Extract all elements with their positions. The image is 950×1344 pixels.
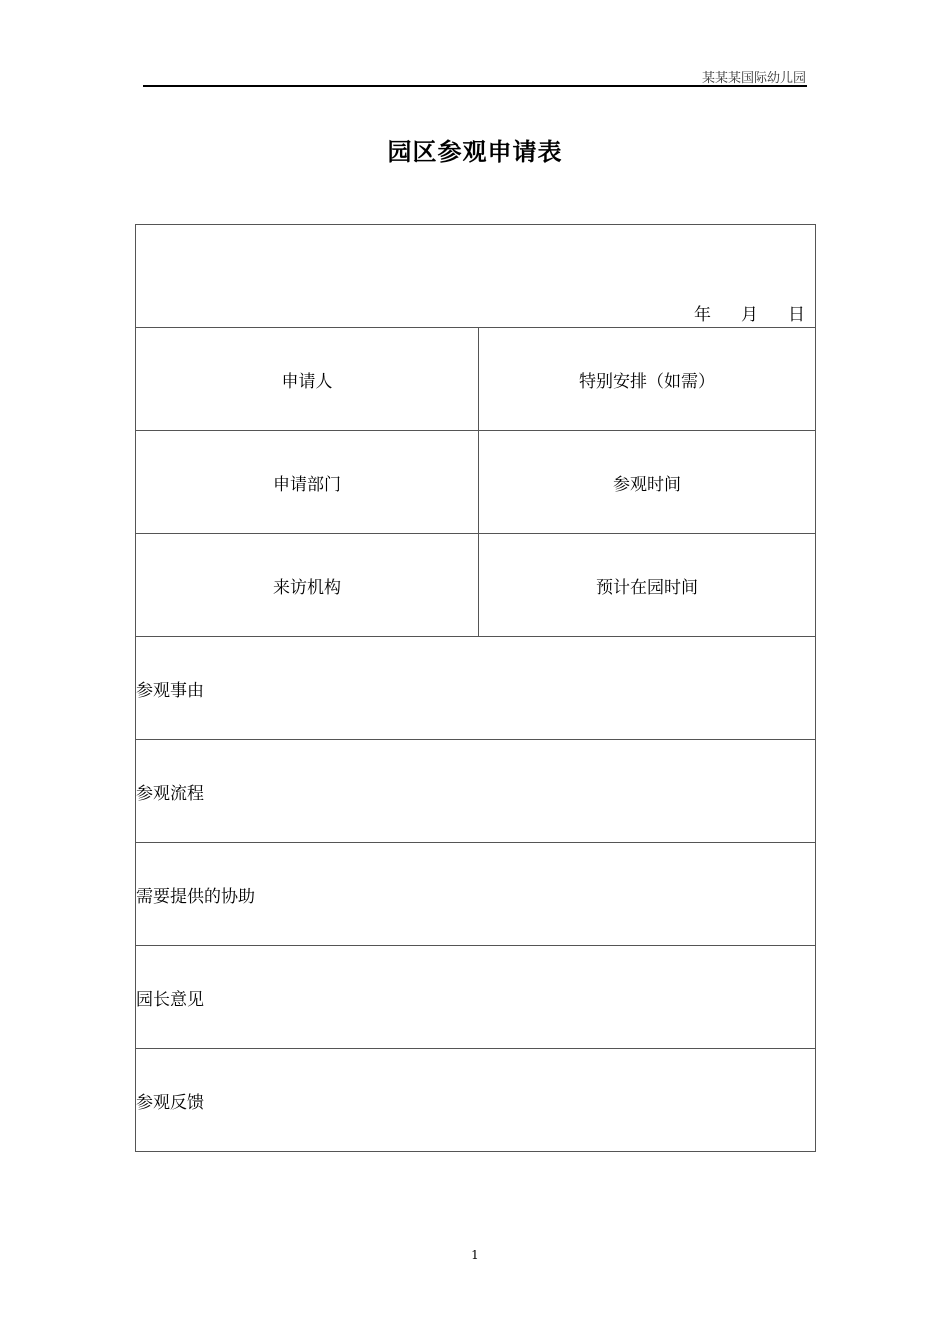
date-month-label: 月 (741, 305, 758, 325)
date-year-label: 年 (694, 305, 711, 325)
date-day-label: 日 (788, 305, 805, 325)
section-row (136, 843, 816, 946)
application-form-table (135, 224, 816, 1152)
form-row (136, 534, 816, 637)
page-title: 园区参观申请表 (387, 138, 563, 166)
director-opinion-section[interactable]: 园长意见 (136, 946, 816, 1049)
section-row (136, 740, 816, 843)
date-line (694, 300, 805, 325)
form-row (136, 328, 816, 431)
visiting-org-field[interactable]: 来访机构 (136, 534, 479, 637)
section-row (136, 637, 816, 740)
header-rule (143, 85, 807, 87)
applicant-field[interactable]: 申请人 (136, 328, 479, 431)
visit-feedback-section[interactable]: 参观反馈 (136, 1049, 816, 1152)
section-row (136, 946, 816, 1049)
visit-reason-section[interactable]: 参观事由 (136, 637, 816, 740)
assistance-needed-section[interactable]: 需要提供的协助 (136, 843, 816, 946)
special-arrangements-field[interactable]: 特别安排（如需） (479, 328, 816, 431)
expected-stay-field[interactable]: 预计在园时间 (479, 534, 816, 637)
visit-process-section[interactable]: 参观流程 (136, 740, 816, 843)
date-row (136, 225, 816, 328)
form-row (136, 431, 816, 534)
header-org-name: 某某某国际幼儿园 (701, 71, 806, 86)
visit-time-field[interactable]: 参观时间 (479, 431, 816, 534)
department-field[interactable]: 申请部门 (136, 431, 479, 534)
page-number: 1 (471, 1248, 479, 1262)
section-row (136, 1049, 816, 1152)
date-cell[interactable] (136, 225, 816, 328)
